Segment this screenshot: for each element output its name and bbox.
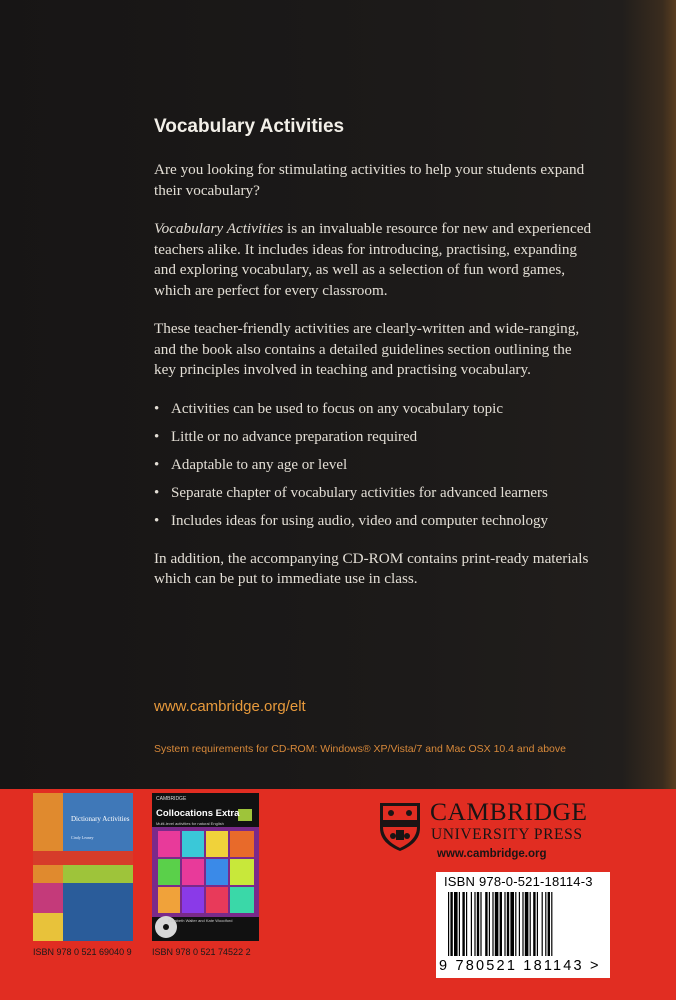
system-requirements: System requirements for CD-ROM: Windows® XP/Vista/7 and Mac OSX 10.4 and above: [154, 743, 566, 755]
list-item: • Activities can be used to focus on any vocabulary topic: [154, 400, 503, 417]
bullet-icon: •: [154, 428, 160, 445]
barcode-bar: [548, 892, 550, 956]
blurb-section: [154, 116, 594, 608]
barcode-bars: [436, 890, 610, 960]
barcode-bar: [530, 892, 531, 956]
barcode-bar: [537, 892, 538, 956]
barcode-bar: [466, 892, 467, 956]
barcode-bar: [519, 892, 520, 956]
related-book-isbn-2: ISBN 978 0 521 74522 2: [152, 947, 251, 957]
book-title: Vocabulary Activities: [154, 116, 345, 137]
barcode-bar: [492, 892, 493, 956]
barcode-bar: [471, 892, 472, 956]
barcode-bar: [477, 892, 479, 956]
cd-rom-paragraph: In addition, the accompanying CD-ROM contains print-ready materials which can be put to immediate use in class.: [154, 549, 589, 587]
publisher-url[interactable]: www.cambridge.org: [437, 848, 547, 860]
list-item: • Includes ideas for using audio, video and computer technology: [154, 512, 548, 529]
related-book-title-1: Dictionary Activities: [71, 815, 130, 823]
related-book-author-1: Cindy Leaney: [71, 835, 94, 840]
list-item: • Separate chapter of vocabulary activities for advanced learners: [154, 484, 548, 501]
barcode-bar: [533, 892, 535, 956]
isbn-barcode: [436, 872, 610, 978]
description-paragraph: [154, 219, 594, 301]
barcode-bar: [525, 892, 529, 956]
features-paragraph: These teacher-friendly activities are clearly-written and wide-ranging, and the book also contains a detailed guidelines section outlining the key principles involved in teaching and practising vocabulary.: [154, 320, 580, 378]
bullet-icon: •: [154, 456, 160, 473]
barcode-bar: [504, 892, 505, 956]
bullet-icon: •: [154, 400, 160, 417]
website-link[interactable]: www.cambridge.org/elt: [154, 698, 306, 715]
barcode-bar: [500, 892, 502, 956]
related-book-cover-1: [33, 793, 133, 941]
bullet-icon: •: [154, 484, 160, 501]
list-item: • Adaptable to any age or level: [154, 456, 348, 473]
intro-paragraph: Are you looking for stimulating activities to help your students expand their vocabulary?: [154, 161, 585, 199]
feature-list: [154, 399, 594, 531]
bullet-icon: •: [154, 512, 160, 529]
barcode-digits: 9 780521 181143 >: [439, 958, 601, 974]
university-crest-icon: [377, 800, 423, 852]
related-book-isbn-1: ISBN 978 0 521 69040 9: [33, 947, 132, 957]
barcode-bar: [489, 892, 490, 956]
barcode-isbn-label: ISBN 978-0-521-18114-3: [444, 874, 593, 889]
barcode-bar: [462, 892, 464, 956]
book-title-italic: Vocabulary Activities: [154, 220, 284, 237]
barcode-bar: [448, 892, 449, 956]
related-book-publisher-2: CAMBRIDGE: [156, 796, 187, 802]
barcode-bar: [515, 892, 516, 956]
publisher-subname: UNIVERSITY PRESS: [431, 826, 583, 843]
barcode-bar: [522, 892, 523, 956]
barcode-bar: [507, 892, 509, 956]
barcode-bar: [454, 892, 458, 956]
barcode-bar: [545, 892, 546, 956]
barcode-bar: [474, 892, 475, 956]
description-text: is an invaluable resource for new and experienced teachers alike. It includes ideas for introducing, practising, expanding and exploring vocabulary, as well as a selection of fun word games, which are perfect for every classroom.: [154, 220, 592, 299]
related-book-authors-2: Elizabeth Walter and Kate Woodford: [168, 918, 233, 923]
list-item: • Little or no advance preparation required: [154, 428, 418, 445]
related-book-subtitle-2: Multi-level activities for natural English: [156, 821, 224, 826]
barcode-bar: [542, 892, 543, 956]
barcode-bar: [510, 892, 514, 956]
related-book-title-2: Collocations Extra: [156, 808, 240, 819]
related-book-cover-2: [152, 793, 259, 941]
barcode-bar: [485, 892, 487, 956]
publisher-name: CAMBRIDGE: [430, 797, 588, 826]
barcode-bar: [480, 892, 481, 956]
barcode-bar: [551, 892, 552, 956]
barcode-bar: [495, 892, 499, 956]
barcode-bar: [450, 892, 452, 956]
barcode-bar: [459, 892, 460, 956]
